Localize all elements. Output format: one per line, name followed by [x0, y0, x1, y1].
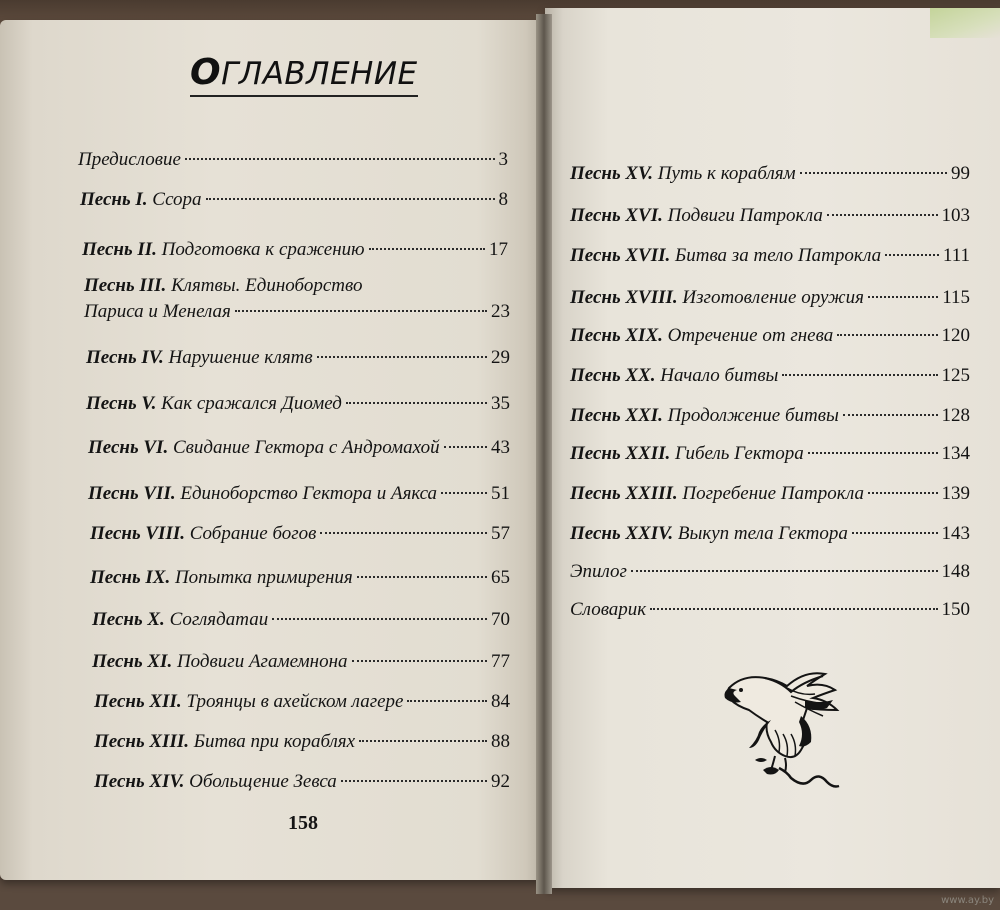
dot-leader [800, 172, 947, 174]
toc-entry-title: Начало битвы [655, 365, 779, 386]
toc-entry-title: Попытка примирения [170, 567, 353, 588]
toc-entry-title: Как сражался Диомед [156, 393, 342, 414]
toc-page-number: 92 [491, 771, 510, 792]
toc-entry-title: Путь к кораблям [653, 163, 796, 184]
toc-entry-title: Троянцы в ахейском лагере [181, 691, 404, 712]
dot-leader [444, 446, 487, 448]
toc-entry-label [86, 346, 313, 370]
toc-entry-label [80, 188, 202, 212]
dot-leader [206, 198, 495, 200]
dot-leader [185, 158, 495, 160]
toc-entry-label [92, 608, 268, 632]
toc-page-number: 111 [942, 245, 970, 266]
page-number: 158 [288, 812, 318, 834]
toc-entry-title: Свидание Гектора с Андромахой [168, 437, 440, 458]
toc-entry-label [82, 238, 365, 262]
toc-entry [570, 286, 970, 310]
watermark: www.ay.by [941, 895, 994, 906]
toc-entry-label [92, 650, 348, 674]
toc-entry [88, 482, 510, 506]
toc-entry-label [94, 770, 337, 794]
toc-entry-song: Песнь XXI. [570, 405, 663, 426]
toc-page-number: 65 [491, 567, 510, 588]
toc-entry-song: Песнь XV. [570, 163, 654, 184]
toc-entry-song: Песнь VII. [88, 483, 176, 504]
toc-entry-title: Собрание богов [184, 523, 317, 544]
toc-entry-label [570, 560, 627, 584]
toc-page-number: 29 [491, 347, 510, 368]
toc-page-number: 23 [491, 301, 510, 322]
toc-entry-song: Песнь IX. [90, 567, 171, 588]
toc-entry-label [78, 148, 181, 172]
toc-entry-title: Ссора [147, 189, 202, 210]
eagle-icon [715, 660, 845, 800]
toc-page-number: 8 [498, 189, 508, 210]
toc-page-number: 120 [941, 325, 970, 346]
toc-entry-title: Соглядатаи [164, 609, 269, 630]
toc-entry-song: Песнь XI. [92, 651, 173, 672]
toc-entry-song: Песнь XIII. [94, 731, 189, 752]
toc-entry-label [90, 566, 353, 590]
toc-entry [94, 690, 510, 714]
toc-entry [570, 364, 970, 388]
title-rest: ГЛАВЛЕНИЕ [221, 56, 418, 92]
dot-leader [272, 618, 487, 620]
dot-leader [885, 254, 939, 256]
toc-entry-song: Песнь XVI. [570, 205, 663, 226]
toc-entry [570, 522, 970, 546]
dot-leader [357, 576, 487, 578]
toc-page-number: 99 [951, 163, 970, 184]
dot-leader [852, 532, 938, 534]
toc-entry [570, 442, 970, 466]
toc-page-number: 134 [941, 443, 970, 464]
toc-page-number: 70 [491, 609, 510, 630]
toc-entry-song: Песнь X. [92, 609, 165, 630]
dot-leader [317, 356, 487, 358]
book-spine [536, 14, 552, 894]
toc-entry-title: Клятвы. Единоборство [166, 275, 363, 296]
toc-entry-song: Песнь I. [80, 189, 148, 210]
dot-leader [837, 334, 937, 336]
title-first-letter: О [190, 52, 222, 93]
toc-entry-title: Выкуп тела Гектора [673, 523, 848, 544]
toc-entry [94, 770, 510, 794]
toc-entry-label [570, 162, 796, 186]
toc-page-number: 143 [941, 523, 970, 544]
toc-entry [82, 238, 508, 262]
toc-page-number: 150 [941, 599, 970, 620]
toc-entry [86, 392, 510, 416]
dot-leader [782, 374, 937, 376]
toc-page-number: 57 [491, 523, 510, 544]
toc-entry [88, 436, 510, 460]
dot-leader [827, 214, 938, 216]
toc-page-number: 148 [941, 561, 970, 582]
toc-entry-label [570, 324, 833, 348]
toc-entry-title: Подвиги Агамемнона [172, 651, 348, 672]
toc-entry-song: Песнь VI. [88, 437, 169, 458]
toc-entry-label [88, 482, 437, 506]
dot-leader [359, 740, 487, 742]
toc-page-number: 51 [491, 483, 510, 504]
toc-entry-title: Подготовка к сражению [156, 239, 365, 260]
toc-entry [570, 162, 970, 186]
toc-entry [80, 188, 508, 212]
toc-page-number: 88 [491, 731, 510, 752]
toc-entry-song: Песнь XII. [94, 691, 182, 712]
dot-leader [631, 570, 938, 572]
toc-entry-title: Отречение от гнева [662, 325, 834, 346]
toc-entry [90, 522, 510, 546]
toc-entry-line1 [84, 274, 362, 298]
toc-entry-title: Словарик [570, 599, 647, 620]
toc-entry-label [570, 482, 864, 506]
toc-entry-label [84, 300, 231, 324]
toc-entry-song: Песнь V. [86, 393, 157, 414]
toc-entry-title: Продолжение битвы [662, 405, 839, 426]
toc-entry [570, 404, 970, 428]
dot-leader [650, 608, 937, 610]
dot-leader [346, 402, 487, 404]
toc-entry-label [570, 598, 646, 622]
toc-entry-title: Предисловие [78, 149, 181, 170]
toc-entry-label [570, 286, 864, 310]
toc-entry-song: Песнь XVIII. [570, 287, 678, 308]
toc-page-number: 128 [941, 405, 970, 426]
toc-entry-song: Песнь XXII. [570, 443, 671, 464]
toc-entry-label [570, 404, 839, 428]
toc-entry-title: Единоборство Гектора и Аякса [175, 483, 438, 504]
toc-entry-label [88, 436, 440, 460]
dot-leader [352, 660, 487, 662]
toc-entry [84, 300, 510, 324]
dot-leader [868, 492, 937, 494]
toc-entry-title: Битва за тело Патрокла [670, 245, 882, 266]
toc-entry-label [570, 364, 778, 388]
toc-entry-label [570, 244, 881, 268]
toc-page-number: 84 [491, 691, 510, 712]
dot-leader [868, 296, 938, 298]
toc-entry-song: Песнь III. [84, 275, 167, 296]
toc-entry-song: Песнь XVII. [570, 245, 671, 266]
toc-entry [94, 730, 510, 754]
toc-entry-label [94, 690, 403, 714]
toc-entry [90, 566, 510, 590]
dot-leader [407, 700, 487, 702]
book-cover-corner [930, 8, 1000, 38]
toc-entry-label [90, 522, 316, 546]
toc-entry [86, 346, 510, 370]
toc-page-number: 115 [942, 287, 970, 308]
toc-entry-song: Песнь XXIV. [570, 523, 674, 544]
toc-entry-song: Песнь IV. [86, 347, 164, 368]
dot-leader [808, 452, 938, 454]
toc-entry-song: Песнь VIII. [90, 523, 185, 544]
toc-entry-title: Изготовление оружия [677, 287, 864, 308]
toc-entry-label [570, 204, 823, 228]
dot-leader [369, 248, 485, 250]
toc-page-number: 3 [498, 149, 508, 170]
toc-entry-label [94, 730, 355, 754]
toc-entry-title: Подвиги Патрокла [662, 205, 823, 226]
toc-entry [92, 608, 510, 632]
dot-leader [235, 310, 487, 312]
toc-entry-title-line2: Париса и Менелая [84, 301, 231, 322]
toc-page-number: 125 [941, 365, 970, 386]
toc-entry-title: Гибель Гектора [670, 443, 804, 464]
dot-leader [843, 414, 938, 416]
toc-page-number: 77 [491, 651, 510, 672]
dot-leader [341, 780, 487, 782]
toc-page-number: 103 [941, 205, 970, 226]
toc-entry [92, 650, 510, 674]
dot-leader [320, 532, 487, 534]
toc-entry [570, 324, 970, 348]
toc-entry-song: Песнь XIV. [94, 771, 185, 792]
toc-entry [78, 148, 508, 172]
toc-entry-label [570, 442, 804, 466]
toc-page-number: 17 [489, 239, 508, 260]
toc-entry-label [86, 392, 342, 416]
toc-entry-title: Погребение Патрокла [677, 483, 865, 504]
toc-entry-title: Обольщение Зевса [184, 771, 337, 792]
dot-leader [441, 492, 487, 494]
toc-entry-title: Эпилог [570, 561, 627, 582]
toc-page-number: 35 [491, 393, 510, 414]
toc-entry-song: Песнь XIX. [570, 325, 663, 346]
toc-page-number: 139 [941, 483, 970, 504]
toc-entry-song: Песнь XXIII. [570, 483, 678, 504]
toc-page-number: 43 [491, 437, 510, 458]
toc-entry-label [570, 522, 848, 546]
toc-entry-title: Битва при кораблях [188, 731, 356, 752]
toc-entry [570, 204, 970, 228]
toc-entry [570, 598, 970, 622]
toc-entry [570, 482, 970, 506]
toc-entry [570, 244, 970, 268]
toc-entry-song: Песнь II. [82, 239, 157, 260]
toc-entry [570, 560, 970, 584]
page-title [190, 52, 418, 97]
toc-entry-title: Нарушение клятв [163, 347, 313, 368]
toc-entry-song: Песнь XX. [570, 365, 656, 386]
